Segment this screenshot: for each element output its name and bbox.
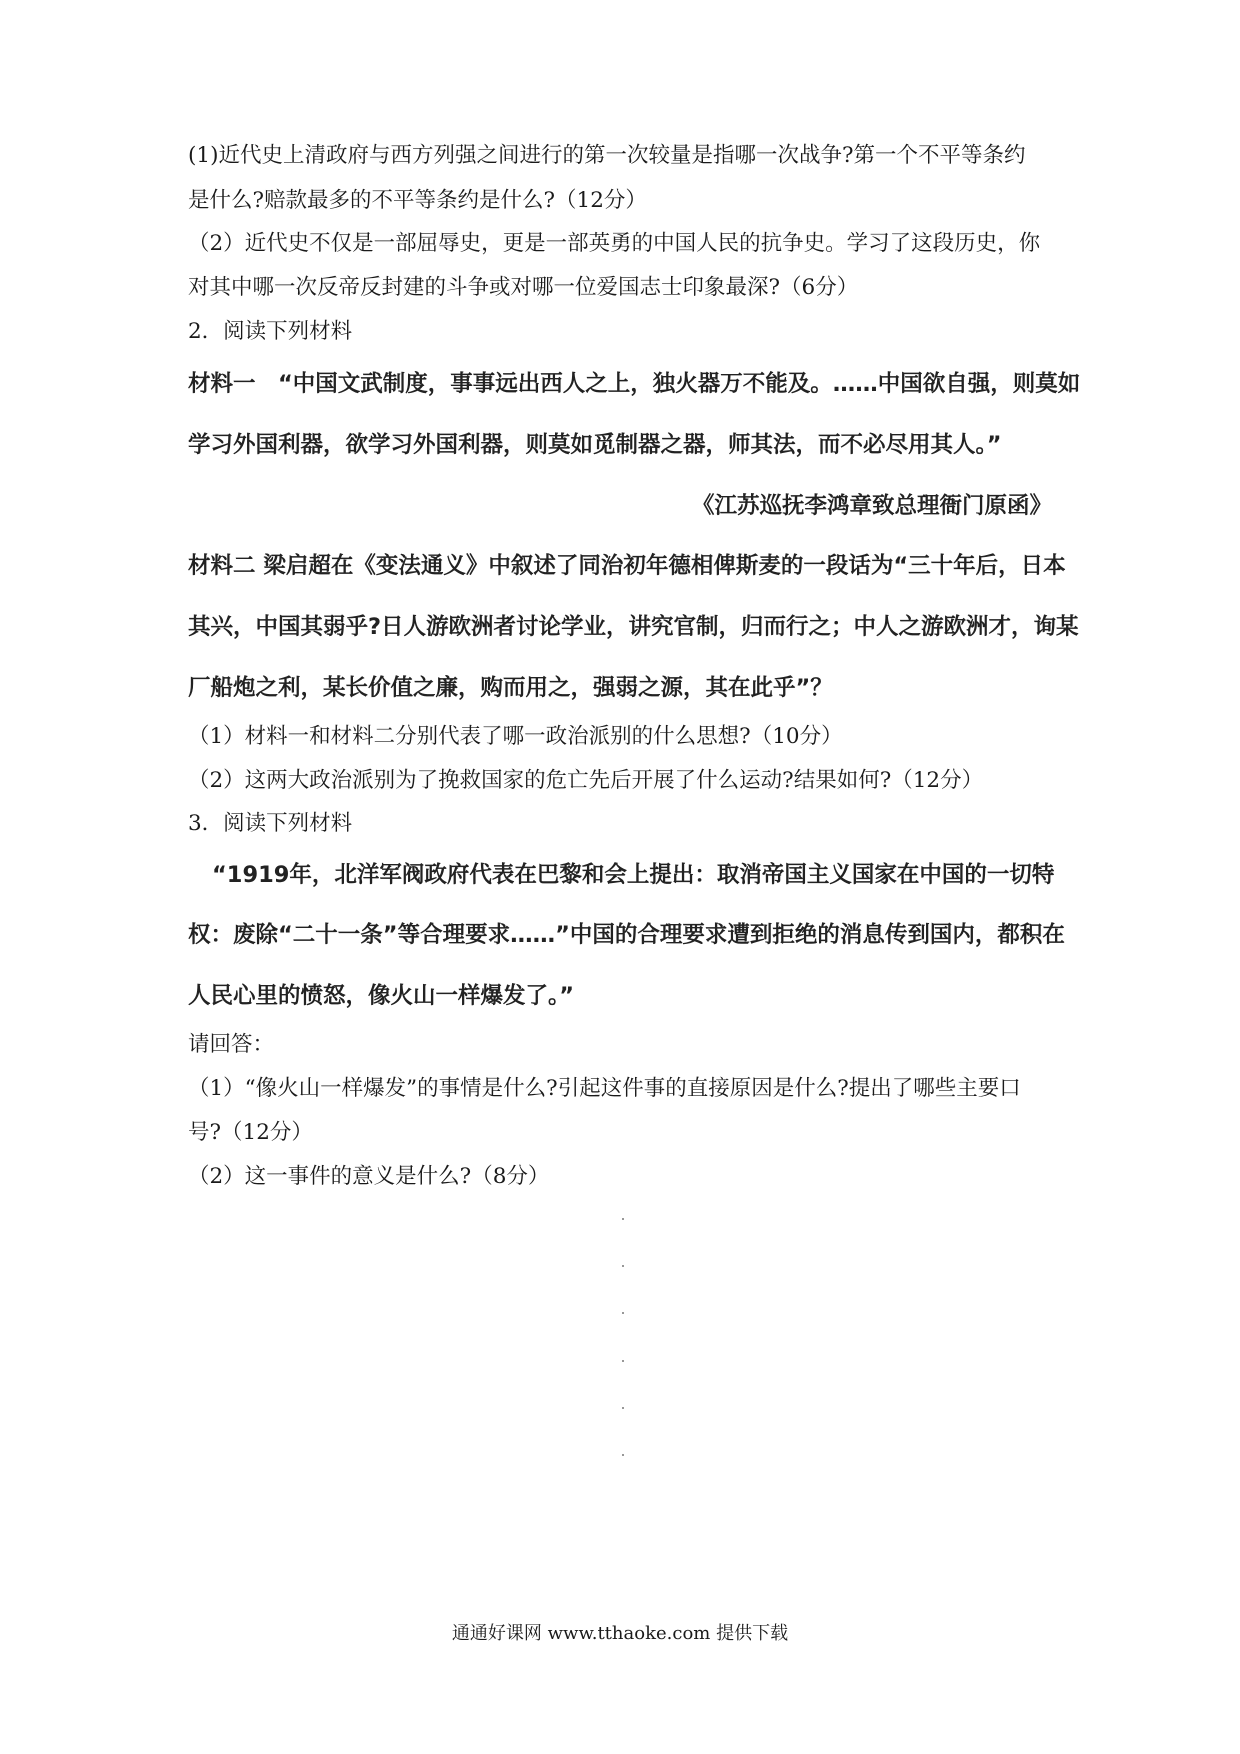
q2-sub1: （1）材料一和材料二分别代表了哪一政治派别的什么思想?（10分） — [188, 724, 843, 749]
q1-sub2-line2: 对其中哪一次反帝反封建的斗争或对哪一位爱国志士印象最深?（6分） — [188, 275, 859, 300]
q3-prompt: 请回答： — [188, 1032, 275, 1057]
page-footer: 通通好课网 www.tthaoke.com 提供下载 — [451, 1623, 789, 1644]
q3-material-line1: “1919年，北洋军阀政府代表在巴黎和会上提出：取消帝国主义国家在中国的一切特 — [212, 862, 1055, 888]
q3-sub1-line1: （1）“像火山一样爆发”的事情是什么?引起这件事的直接原因是什么?提出了哪些主要口 — [188, 1076, 1021, 1101]
q3-sub1-line2: 号?（12分） — [188, 1120, 313, 1145]
blank-line-marker — [622, 1265, 624, 1267]
q2-heading: 2．阅读下列材料 — [188, 319, 353, 344]
q2-material2-line2: 其兴，中国其弱乎?日人游欧洲者讨论学业，讲究官制，归而行之；中人之游欧洲才，询某 — [188, 614, 1079, 640]
q2-material1-line2: 学习外国利器，欲学习外国利器，则莫如觅制器之器，师其法，而不必尽用其人。” — [188, 432, 1002, 458]
q3-sub2: （2）这一事件的意义是什么?（8分） — [188, 1164, 550, 1189]
q1-sub1-line1: (1)近代史上清政府与西方列强之间进行的第一次较量是指哪一次战争?第一个不平等条约 — [188, 143, 1026, 168]
q2-material2-line3: 厂船炮之利，某长价值之廉，购而用之，强弱之源，其在此乎”？ — [188, 675, 833, 701]
q2-material1-source: 《江苏巡抚李鸿章致总理衙门原函》 — [691, 493, 1052, 519]
q2-material1-line1: 材料一 “中国文武制度，事事远出西人之上，独火器万不能及。……中国欲自强，则莫如 — [188, 371, 1081, 397]
q2-material2-line1: 材料二 梁启超在《变法通义》中叙述了同治初年德相俾斯麦的一段话为“三十年后，日本 — [188, 553, 1066, 579]
blank-line-marker — [622, 1407, 624, 1409]
q3-material-line3: 人民心里的愤怒，像火山一样爆发了。” — [188, 983, 575, 1009]
q1-sub1-line2: 是什么?赔款最多的不平等条约是什么?（12分） — [188, 188, 647, 213]
q3-heading: 3．阅读下列材料 — [188, 811, 353, 836]
q1-sub2-line1: （2）近代史不仅是一部屈辱史，更是一部英勇的中国人民的抗争史。学习了这段历史，你 — [188, 231, 1041, 256]
q3-material-line2: 权：废除“二十一条”等合理要求……”中国的合理要求遭到拒绝的消息传到国内，都积在 — [188, 922, 1065, 948]
blank-line-marker — [622, 1454, 624, 1456]
blank-line-marker — [622, 1312, 624, 1314]
q2-sub2: （2）这两大政治派别为了挽救国家的危亡先后开展了什么运动?结果如何?（12分） — [188, 768, 984, 793]
blank-line-marker — [622, 1360, 624, 1362]
blank-line-marker — [622, 1218, 624, 1220]
